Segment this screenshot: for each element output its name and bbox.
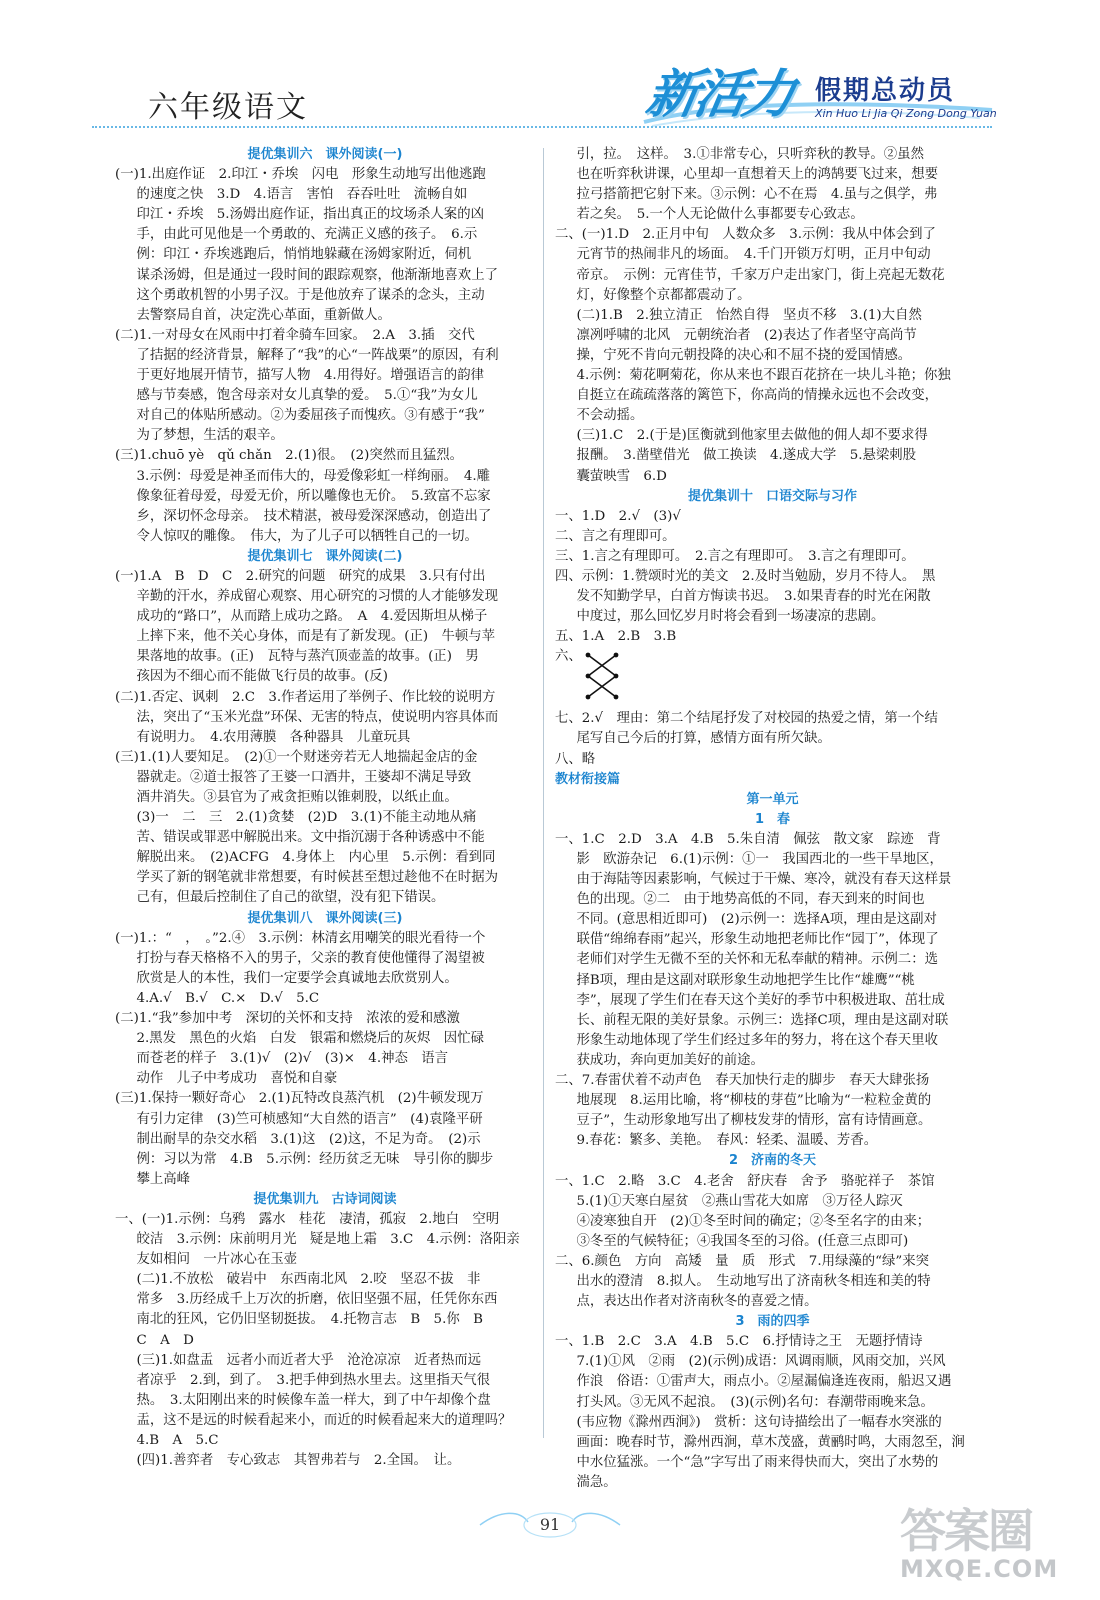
- answer-line: 发不知勤学早，白首方悔读书迟。 3.如果青春的时光在闲散: [576, 589, 931, 605]
- answer-line: 中度过，那么回忆岁月时将会看到一场凄凉的悲剧。: [576, 609, 885, 625]
- answer-line: 的速度之快 3.D 4.语言 害怕 吞吞吐吐 流畅自如: [136, 187, 468, 203]
- answer-line: 解脱出来。 (2)ACFG 4.身体上 内心里 5.示例：看到同: [136, 850, 496, 866]
- section-heading: 2 济南的冬天: [728, 1153, 817, 1169]
- answer-line: 打头风。③无风不起浪。 (3)(示例)名句：春潮带雨晚来急。: [576, 1394, 934, 1410]
- section-heading: 1 春: [754, 811, 791, 827]
- page-number: 91: [539, 1515, 561, 1534]
- answer-line: 学买了新的钢笔就非常想要，有时候甚至想过趁他不在时据为: [136, 870, 498, 886]
- answer-line: 湍急。: [576, 1474, 617, 1490]
- answer-line: 三、1.言之有理即可。 2.言之有理即可。 3.言之有理即可。: [555, 548, 915, 564]
- answer-line: 有说明力。 4.农用薄膜 各种器具 儿童玩具: [136, 729, 411, 745]
- answer-line: 作浪 俗语：①雷声大，雨点小。②屋漏偏逢连夜雨，船迟又遇: [576, 1374, 952, 1390]
- answer-line: 印江・乔埃 5.汤姆出庭作证，指出真正的坟场杀人案的凶: [136, 207, 484, 223]
- answer-line: ④凌寒独自开 (2)①冬至时间的确定；②冬至名字的由来；: [576, 1213, 931, 1229]
- answer-line: 形象生动地体现了学生们经过多年的努力，将在这个春天里收: [576, 1032, 938, 1048]
- section-heading: 提优集训八 课外阅读(三): [247, 910, 403, 926]
- answer-line: 二、(一)1.D 2.正月中旬 人数众多 3.示例：我从中体会到了: [555, 227, 936, 243]
- answer-line: 七、2.√ 理由：第二个结尾抒发了对校园的热爱之情，第一个结: [555, 711, 938, 727]
- answer-line: 择B项，理由是这副对联形象生动地把学生比作“雄鹰”“桃: [576, 972, 915, 988]
- answer-line: 八、略: [555, 751, 596, 767]
- answer-line: 制出耐旱的杂交水稻 3.(1)这 (2)这，不足为奇。 (2)示: [136, 1131, 481, 1147]
- answer-line: 色的出现。②二 由于地势高低的不同，春天到来的时间也: [576, 892, 925, 908]
- answer-line: 二、言之有理即可。: [555, 528, 676, 544]
- answer-line: 酒井消失。③县官为了戒贪拒贿以锥刺股，以纸止血。: [136, 790, 458, 805]
- answer-line: (二)1.一对母女在风雨中打着伞骑车回家。 2.A 3.插 交代: [115, 327, 475, 343]
- answer-line: 孩因为不细心而不能做飞行员的故事。(反): [136, 669, 388, 685]
- answer-line: 常多 3.历经成千上万次的折磨，依旧坚强不屈，任凭你东西: [136, 1292, 498, 1308]
- answer-line: 自挺立在疏疏落落的篱笆下，你高尚的情操永远也不会改变，: [576, 388, 938, 404]
- answer-line: 豆子”，生动形象地写出了柳枝发芽的情形，富有诗情画意。: [576, 1113, 932, 1129]
- answer-line: 了拮据的经济背景，解释了“我”的心“一阵战栗”的原因，有利: [136, 347, 499, 363]
- answer-line: (三)1.(1)人要知足。 (2)①一个财迷旁若无人地揣起金店的金: [115, 749, 478, 765]
- column-divider: [543, 148, 544, 1438]
- answer-line: 器就走。②道士报答了王婆一口酒井，王婆却不满足导致: [136, 769, 472, 785]
- answer-line: 而苍老的样子 3.(1)√ (2)√ (3)× 4.神态 语言: [136, 1051, 449, 1067]
- answer-line: 9.春花：繁多、美艳。 春风：轻柔、温暖、芳香。: [576, 1133, 878, 1149]
- answer-line: C A D: [136, 1332, 194, 1348]
- answer-line: 地展现 8.运用比喻，将“柳枝的芽苞”比喻为“一粒粒金黄的: [576, 1093, 932, 1109]
- answer-line: 操，宁死不肯向元朝投降的决心和不屈不挠的爱国情感。: [576, 347, 912, 363]
- answer-line: 这个勇敢机智的小男子汉。于是他放弃了谋杀的念头，主动: [136, 287, 485, 303]
- answer-line: 拉弓搭箭把它射下来。③示例：心不在焉 4.虽与之俱学，弗: [576, 187, 938, 203]
- answer-line: 引，拉。 这样。 3.①非常专心，只听弈秋的教导。②虽然: [576, 147, 924, 162]
- answer-line: 4.B A 5.C: [136, 1433, 219, 1448]
- answer-line: 5.(1)①天寒白屋贫 ②燕山雪花大如席 ③万径人踪灭: [576, 1193, 903, 1209]
- answer-line: 4.A.√ B.√ C.× D.√ 5.C: [136, 990, 320, 1006]
- answer-line: 3.示例：母爱是神圣而伟大的，母爱像彩虹一样绚丽。 4.雕: [136, 468, 491, 484]
- answer-line: 上摔下来，他不关心身体，而是有了新发现。(正) 牛顿与苹: [136, 629, 496, 645]
- answer-line: 者凉乎 2.到，到了。 3.把手伸到热水里去。这里指天气很: [136, 1372, 491, 1388]
- answer-line: 一、(一)1.示例：乌鸦 露水 桂花 凄清，孤寂 2.地白 空明: [115, 1211, 500, 1227]
- answer-line: 不会动摇。: [576, 408, 644, 424]
- answer-line: 老师们对学生无微不至的关怀和无私奉献的精神。示例二：选: [576, 952, 938, 968]
- answer-line: 五、1.A 2.B 3.B: [555, 629, 677, 645]
- answer-line: 一、1.B 2.C 3.A 4.B 5.C 6.抒情诗之王 无题抒情诗: [555, 1334, 923, 1350]
- answer-line: 去警察局自首，决定洗心革面，重新做人。: [136, 307, 391, 323]
- answer-line: 对自己的体贴所感动。②为委屈孩子而愧疚。③有感于“我”: [136, 408, 485, 424]
- answer-line: 友如相问 一片冰心在玉壶: [136, 1252, 298, 1268]
- answer-line: 尾写自己今后的打算，感情方面有所欠缺。: [576, 731, 831, 747]
- answer-line: 中水位猛涨。一个“急”字写出了雨来得快而大，突出了水势的: [576, 1454, 939, 1470]
- answer-line: 辛勤的汗水，养成留心观察、用心研究的习惯的人才能够发现: [136, 589, 498, 605]
- header-divider: [92, 126, 992, 128]
- grade-title: 六年级语文: [148, 90, 308, 125]
- answer-line: 己有，但最后控制住了自己的欲望，没有犯下错误。: [136, 890, 445, 906]
- section-heading: 提优集训六 课外阅读(一): [247, 147, 403, 162]
- answer-line: 热。 3.太阳刚出来的时候像车盖一样大，到了中午却像个盘: [136, 1392, 491, 1408]
- answer-line: 动作 儿子中考成功 喜悦和自豪: [136, 1071, 338, 1087]
- answer-line: (三)1.chuō yè qǔ chǎn 2.(1)很。 (2)突然而且猛烈。: [115, 448, 464, 464]
- section-heading: 提优集训十 口语交际与习作: [687, 488, 857, 504]
- section-heading: 第一单元: [746, 791, 799, 807]
- answer-line: 令人惊叹的雕像。 伟大，为了儿子可以牺牲自己的一切。: [136, 528, 478, 544]
- answer-line: 皎洁 3.示例：床前明月光 疑是地上霜 3.C 4.示例：洛阳亲: [136, 1232, 520, 1248]
- answer-line: 影 欧游杂记 6.(1)示例：①一 我国西北的一些干旱地区，: [576, 852, 943, 867]
- answer-line: 像象征着母爱，母爱无价，所以雕像也无价。 5.致富不忘家: [136, 488, 491, 504]
- answer-line: 7.(1)①风 ②雨 (2)(示例)成语：风调雨顺，风雨交加，兴风: [576, 1354, 946, 1370]
- logo-pinyin: Xin Huo Li Jia Qi Zong Dong Yuan: [815, 107, 997, 120]
- answer-line: 一、1.D 2.√ (3)√: [555, 508, 681, 524]
- answer-line: (二)1.B 2.独立清正 怡然自得 坚贞不移 3.(1)大自然: [576, 307, 922, 323]
- watermark-url: MXQE.COM: [900, 1555, 1059, 1583]
- answer-line: 出水的澄清 8.拟人。 生动地写出了济南秋冬相连和美的特: [576, 1273, 931, 1289]
- answer-line: 4.示例：菊花啊菊花，你从来也不跟百花挤在一块儿斗艳；你独: [576, 368, 951, 384]
- answer-line: 也在听弈秋讲课，心里却一直想着天上的鸿鹄要飞过来，想要: [576, 167, 938, 183]
- answer-line: 凛冽呼啸的北风 元朝统治者 (2)表达了作者坚守高尚节: [576, 327, 917, 343]
- answer-line: 报酬。 3.凿壁借光 做工换读 4.遂成大学 5.悬梁刺股: [576, 448, 917, 464]
- answer-line: 帝京。 示例：元宵佳节，千家万户走出家门，街上亮起无数花: [576, 267, 945, 283]
- answer-line: 获成功，奔向更加美好的前途。: [576, 1052, 764, 1068]
- answer-line: 联借“绵绵春雨”起兴，形象生动地把老师比作“园丁”，体现了: [576, 932, 939, 948]
- answer-line: (3)一 二 三 2.(1)贪婪 (2)D 3.(1)不能主动地从痛: [136, 810, 477, 826]
- answer-line: 果落地的故事。(正) 瓦特与蒸汽顶壶盖的故事。(正) 男: [136, 649, 479, 665]
- watermark-logo: 答案圈: [900, 1504, 1032, 1558]
- answer-line: (二)1.不放松 破岩中 东西南北风 2.咬 坚忍不拔 非: [136, 1272, 481, 1288]
- left-answer-column: [115, 145, 535, 1471]
- answer-line: 苦、错误或罪恶中解脱出来。文中指沉溺于各种诱惑中不能: [136, 830, 485, 846]
- logo-script: 新活力: [641, 65, 797, 125]
- section-heading: 3 雨的四季: [735, 1314, 810, 1330]
- right-answer-column: [555, 145, 990, 1493]
- answer-line: 攀上高峰: [136, 1171, 190, 1187]
- answer-line: 四、示例：1.赞颂时光的美文 2.及时当勉励，岁月不待人。 黑: [555, 568, 936, 584]
- answer-line: ③冬至的气候特征；④我国冬至的习俗。(任意三点即可): [576, 1233, 909, 1249]
- answer-line: 囊萤映雪 6.D: [576, 468, 667, 484]
- answer-line: (一)1.出庭作证 2.印江・乔埃 闪电 形象生动地写出他逃跑: [115, 167, 486, 183]
- watermark: [900, 1495, 1090, 1595]
- answer-line: 灯，好像整个京都都震动了。: [576, 287, 751, 303]
- answer-line: 二、7.春雷伏着不动声色 春天加快行走的脚步 春天大肆张扬: [555, 1073, 930, 1089]
- answer-line: 谋杀汤姆，但是通过一段时间的跟踪观察，他渐渐地喜欢上了: [136, 267, 498, 283]
- answer-line: 欣赏是人的本性，我们一定要学会真诚地去欣赏别人。: [136, 970, 458, 986]
- answer-line: (四)1.善弈者 专心致志 其智弗若与 2.全国。 让。: [136, 1453, 461, 1469]
- answer-line: 画面：晚春时节，滁州西涧，草木茂盛，黄鹂时鸣，大雨忽至，涧: [576, 1434, 965, 1450]
- matching-lines-figure: [582, 647, 622, 705]
- answer-line: 点，表达出作者对济南秋冬的喜爱之情。: [576, 1294, 818, 1310]
- section-heading: 提优集训七 课外阅读(二): [247, 548, 403, 564]
- answer-line: 例：习以为常 4.B 5.示例：经历贫乏无味 导引你的脚步: [136, 1151, 494, 1167]
- answer-line: 盂，这不是远的时候看起来小，而近的时候看起来大的道理吗？: [136, 1412, 512, 1428]
- answer-line: (三)1.保持一颗好奇心 2.(1)瓦特改良蒸汽机 (2)牛顿发现万: [115, 1091, 484, 1107]
- answer-line: 不同。(意思相近即可) (2)示例一：选择A项，理由是这副对: [576, 912, 937, 928]
- answer-line: 为了梦想，生活的艰辛。: [136, 428, 284, 444]
- answer-line: 李”，展现了学生们在春天这个美好的季节中积极进取、茁壮成: [576, 992, 945, 1008]
- answer-line: 一、1.C 2.D 3.A 4.B 5.朱自清 佩弦 散文家 踪迹 背: [555, 831, 941, 847]
- answer-line: 二、6.颜色 方向 高矮 量 质 形式 7.用绿藻的“绿”来突: [555, 1253, 930, 1269]
- answer-line: (三)1.C 2.(于是)匡衡就到他家里去做他的佣人却不要求得: [576, 428, 928, 444]
- answer-line: (二)1.否定、讽刺 2.C 3.作者运用了举例子、作比较的说明方: [115, 689, 496, 705]
- answer-line: 感与节奏感，饱含母亲对女儿真挚的爱。 5.①“我”为女儿: [136, 388, 478, 404]
- answer-line: 成功的“路口”，从而踏上成功之路。 A 4.爱因斯坦从梯子: [136, 609, 488, 625]
- answer-line: 南北的狂风，它仍旧坚韧挺拔。 4.托物言志 B 5.你 B: [136, 1312, 483, 1328]
- answer-line: 乡，深切怀念母亲。 技术精湛，被母爱深深感动，创造出了: [136, 508, 492, 524]
- answer-line: 若之矣。 5.一个人无论做什么事都要专心致志。: [576, 207, 864, 223]
- answer-line: 长、前程无限的美好景象。示例三：选择C项，理由是这副对联: [576, 1012, 949, 1028]
- logo-title: 假期总动员: [815, 76, 956, 106]
- matching-label: 六、: [555, 649, 582, 665]
- answer-line: 打扮与春天格格不入的男子，父亲的教育使他懂得了渴望被: [136, 950, 485, 966]
- answer-line: 2.黑发 黑色的火焰 白发 银霜和燃烧后的灰烬 因忙碌: [136, 1031, 484, 1047]
- answer-line: (韦应物《滁州西涧》) 赏析：这句诗描绘出了一幅春水突涨的: [576, 1414, 942, 1430]
- answer-line: 例：印江・乔埃逃跑后，悄悄地躲藏在汤姆家附近，伺机: [136, 247, 472, 263]
- answer-line: 元宵节的热闹非凡的场面。 4.千门开锁万灯明，正月中旬动: [576, 247, 931, 263]
- answer-line: (三)1.如盘盂 远者小而近者大乎 沧沧凉凉 近者热而远: [136, 1352, 482, 1368]
- answer-line: (一)1.：“ ， 。”2.④ 3.示例：林清玄用嘲笑的眼光看待一个: [115, 930, 486, 946]
- answer-line: 有引力定律 (3)竺可桢感知“大自然的语言” (4)袁隆平研: [136, 1111, 483, 1127]
- answer-line: (二)1.“我”参加中考 深切的关怀和支持 浓浓的爱和感激: [115, 1011, 460, 1027]
- answer-line: [555, 647, 990, 709]
- answer-line: 由于海陆等因素影响，气候过于干燥、寒冷，就没有春天这样景: [576, 872, 952, 888]
- section-heading: 教材衔接篇: [555, 771, 621, 787]
- answer-line: 法，突出了“玉米光盘”环保、无害的特点，使说明内容具体而: [136, 709, 499, 725]
- answer-line: (一)1.A B D C 2.研究的问题 研究的成果 3.只有付出: [115, 568, 486, 584]
- answer-line: 手，由此可见他是一个勇敢的、充满正义感的孩子。 6.示: [136, 227, 478, 243]
- section-heading: 提优集训九 古诗词阅读: [253, 1191, 397, 1207]
- answer-line: 于更好地展开情节，描写人物 4.用得好。增强语言的韵律: [136, 368, 484, 384]
- answer-line: 一、1.C 2.略 3.C 4.老舍 舒庆春 舍予 骆驼祥子 茶馆: [555, 1173, 935, 1189]
- page-header: [0, 0, 1100, 130]
